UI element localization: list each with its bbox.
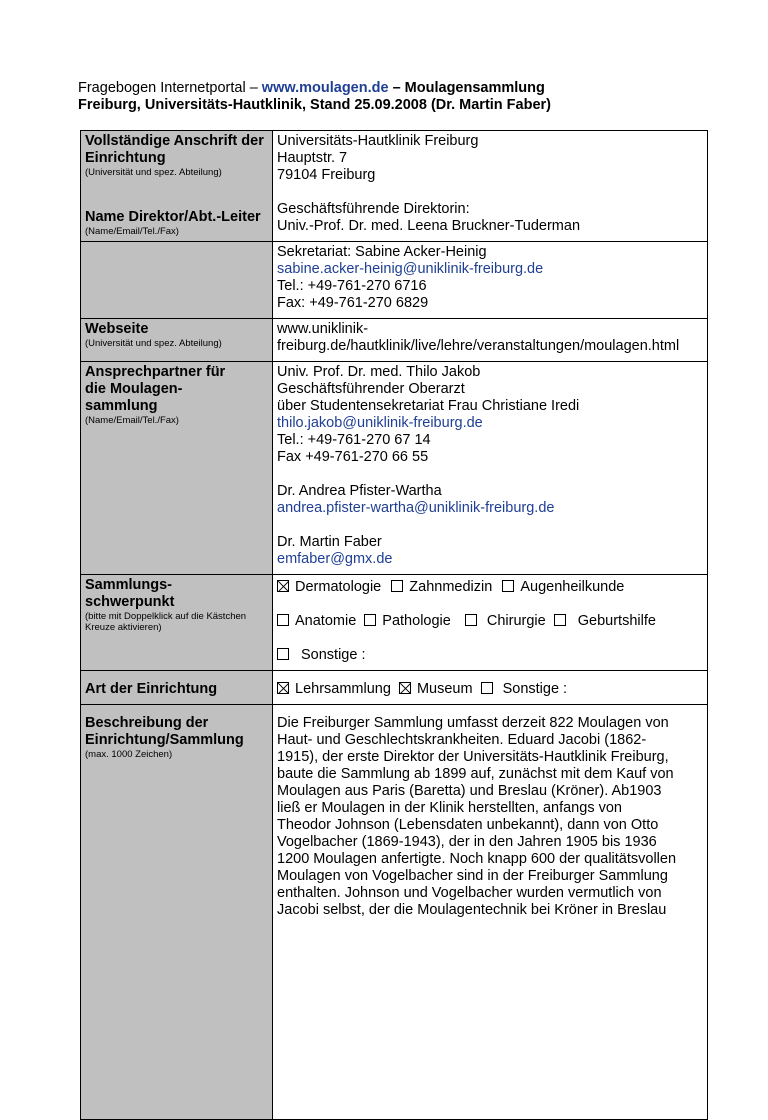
value-cell-address: Universitäts-Hautklinik Freiburg Hauptstr. 7 79104 Freiburg Geschäftsführende Direktorin: Univ.-Prof. Dr. med. Leena Bruckner-Tuderman xyxy=(273,131,708,242)
label-cell-contact: Ansprechpartner für die Moulagen-sammlung (Name/Email/Tel./Fax) xyxy=(81,362,273,575)
contact-email-jakob[interactable]: thilo.jakob@uniklinik-freiburg.de xyxy=(277,415,483,431)
checkbox-lehrsammlung[interactable] xyxy=(277,682,289,694)
checkbox-zahnmedizin[interactable] xyxy=(391,580,403,592)
description-line: Vogelbacher (1869-1943), der in den Jahren 1905 bis 1936 xyxy=(277,834,657,850)
document-header xyxy=(78,80,718,114)
value-cell-focus: Dermatologie Zahnmedizin Augenheilkunde Anatomie Pathologie Chirurgie Geburtshilfe Sonstige : xyxy=(273,575,708,671)
checkbox-dermatologie[interactable] xyxy=(277,580,289,592)
description-line: enthalten. Johnson und Vogelbacher wurden vermutlich von xyxy=(277,885,662,901)
description-line: 1200 Moulagen anfertigte. Noch knapp 600 der qualitätsvollen xyxy=(277,851,677,867)
director-email-link[interactable]: sabine.acker-heinig@uniklinik-freiburg.de xyxy=(277,261,544,277)
value-cell-contact: Univ. Prof. Dr. med. Thilo Jakob Geschäftsführender Oberarzt über Studentensekretariat Frau Christiane Iredi thilo.jakob@uniklinik-freiburg.de Tel.: +49-761-270 67 14 Fax +49-761-270 66 55 Dr. Andrea Pfister-Wartha andrea.pfister-wartha@uniklinik-freiburg.de Dr. Martin Faber emfaber@gmx.de xyxy=(273,362,708,575)
checkbox-museum[interactable] xyxy=(399,682,411,694)
value-cell-description xyxy=(273,705,708,1120)
description-line: ließ er Moulagen in der Klinik herstellten, anfangs von xyxy=(277,800,622,816)
row-contact xyxy=(81,362,708,575)
label-cell-director: Name Direktor/Abt.-Leiter (Name/Email/Tel./Fax) xyxy=(81,242,273,319)
description-line: Moulagen von Vogelbacher sind in der Freiburger Sammlung xyxy=(277,868,668,884)
header-line-1: Fragebogen Internetportal – www.moulagen.de – Moulagensammlung xyxy=(78,80,545,96)
checkbox-chirurgie[interactable] xyxy=(465,614,477,626)
label-cell-description: Beschreibung der Einrichtung/Sammlung (max. 1000 Zeichen) xyxy=(81,705,273,1120)
description-line: baute die Sammlung ab 1899 auf, zunächst mit dem Kauf von xyxy=(277,766,674,782)
description-line: Haut- und Geschlechtskrankheiten. Eduard Jacobi (1862- xyxy=(277,732,647,748)
website-url[interactable]: www.uniklinik- freiburg.de/hautklinik/live/lehre/veranstaltungen/moulagen.html xyxy=(277,321,680,354)
value-cell-website xyxy=(273,319,708,362)
contact-email-pfister-wartha[interactable]: andrea.pfister-wartha@uniklinik-freiburg.de xyxy=(277,500,555,516)
checkbox-geburtshilfe[interactable] xyxy=(554,614,566,626)
row-director xyxy=(81,242,708,319)
value-cell-type: Lehrsammlung Museum Sonstige : xyxy=(273,671,708,705)
checkbox-augenheilkunde[interactable] xyxy=(502,580,514,592)
label-cell-address: Vollständige Anschrift der Einrichtung (Universität und spez. Abteilung) xyxy=(81,131,273,242)
label-cell-focus: Sammlungs-schwerpunkt (bitte mit Doppelklick auf die Kästchen Kreuze aktivieren) xyxy=(81,575,273,671)
checkbox-anatomie[interactable] xyxy=(277,614,289,626)
description-line: Die Freiburger Sammlung umfasst derzeit 822 Moulagen von xyxy=(277,715,669,731)
checkbox-sonstige-focus[interactable] xyxy=(277,648,289,660)
description-line: Theodor Johnson (Lebensdaten unbekannt), dann von Otto xyxy=(277,817,659,833)
label-cell-type: Art der Einrichtung xyxy=(81,671,273,705)
value-cell-director: Sekretariat: Sabine Acker-Heinig sabine.acker-heinig@uniklinik-freiburg.de Tel.: +49-761-270 6716 Fax: +49-761-270 6829 xyxy=(273,242,708,319)
checkbox-pathologie[interactable] xyxy=(364,614,376,626)
row-collection-focus xyxy=(81,575,708,671)
row-description xyxy=(81,705,708,1120)
description-line: Jacobi selbst, der die Moulagentechnik bei Kröner in Breslau xyxy=(277,902,667,918)
checkbox-sonstige-type[interactable] xyxy=(481,682,493,694)
description-line: Moulagen aus Paris (Baretta) und Breslau (Kröner). Ab1903 xyxy=(277,783,662,799)
label-cell-website: Webseite (Universität und spez. Abteilung) xyxy=(81,319,273,362)
row-institution-type xyxy=(81,671,708,705)
contact-email-faber[interactable]: emfaber@gmx.de xyxy=(277,551,393,567)
moulagen-website-link[interactable]: www.moulagen.de xyxy=(261,80,389,96)
description-line: 1915), der erste Direktor der Universitäts-Hautklinik Freiburg, xyxy=(277,749,669,765)
row-website xyxy=(81,319,708,362)
questionnaire-table xyxy=(80,130,708,1120)
header-line-2: Freiburg, Universitäts-Hautklinik, Stand 25.09.2008 (Dr. Martin Faber) xyxy=(78,97,551,113)
